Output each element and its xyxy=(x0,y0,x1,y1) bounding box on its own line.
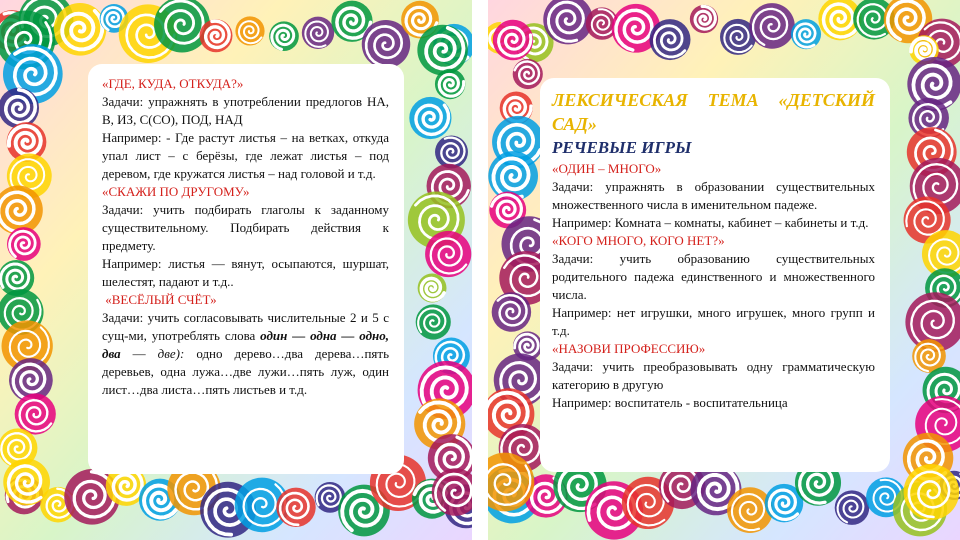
game-title: «НАЗОВИ ПРОФЕССИЮ» xyxy=(552,341,706,356)
game-title: «СКАЖИ ПО ДРУГОМУ» xyxy=(102,184,250,199)
game-example: Например: нет игрушки, много игрушек, много групп и т.д. xyxy=(552,305,875,338)
game-example: Например: Комната – комнаты, кабинет – кабинеты и т.д. xyxy=(552,215,869,230)
game-example: Например: листья — вянут, осыпаются, шуршат, шелестят, падают и т.д.. xyxy=(102,256,389,289)
task-emphasis: две): xyxy=(157,346,185,361)
lexical-theme-title: ЛЕКСИЧЕСКАЯ ТЕМА «ДЕТСКИЙ САД» xyxy=(552,90,875,134)
game-title: «ВЕСЁЛЫЙ СЧЁТ» xyxy=(102,292,217,307)
game-task: Задачи: упражнять в образовании существительных множественного числа в именительном падеже. xyxy=(552,179,875,212)
game-task: Задачи: упражнять в употреблении предлогов НА, В, ИЗ, С(СО), ПОД, НАД xyxy=(102,94,389,127)
game-task: Задачи: учить преобразовывать одну грамматическую категорию в другую xyxy=(552,359,875,392)
game-example: Например: воспитатель - воспитательница xyxy=(552,395,788,410)
speech-games-heading: РЕЧЕВЫЕ ИГРЫ xyxy=(552,138,692,157)
task-text: Задачи: учить согласовывать числительные 2 и 5 с сущ-ми, употреблять слова xyxy=(102,310,389,343)
game-title: «ГДЕ, КУДА, ОТКУДА?» xyxy=(102,76,244,91)
game-task: Задачи: учить образованию существительных родительного падежа единственного и множественного числа. xyxy=(552,251,875,302)
task-emphasis: один — одна — одно, два xyxy=(102,328,389,361)
game-task xyxy=(102,309,389,399)
left-text-block xyxy=(102,75,389,399)
game-task: Задачи: учить подбирать глаголы к заданному существительному. Подбирать действия к предмету. xyxy=(102,202,389,253)
game-title: «ОДИН – МНОГО» xyxy=(552,161,662,176)
task-text: одно дерево…два дерева…пять деревьев, одна лужа…две лужи…пять луж, один лист…два листа…пять листьев и т.д. xyxy=(102,346,389,397)
game-title: «КОГО МНОГО, КОГО НЕТ?» xyxy=(552,233,725,248)
right-text-block xyxy=(552,88,875,412)
task-dash: — xyxy=(120,346,158,361)
game-example: Например: - Где растут листья – на ветках, откуда упал лист – с берёзы, где лежат листья – под деревом, где кружатся листья – над головой и т.д. xyxy=(102,130,389,181)
